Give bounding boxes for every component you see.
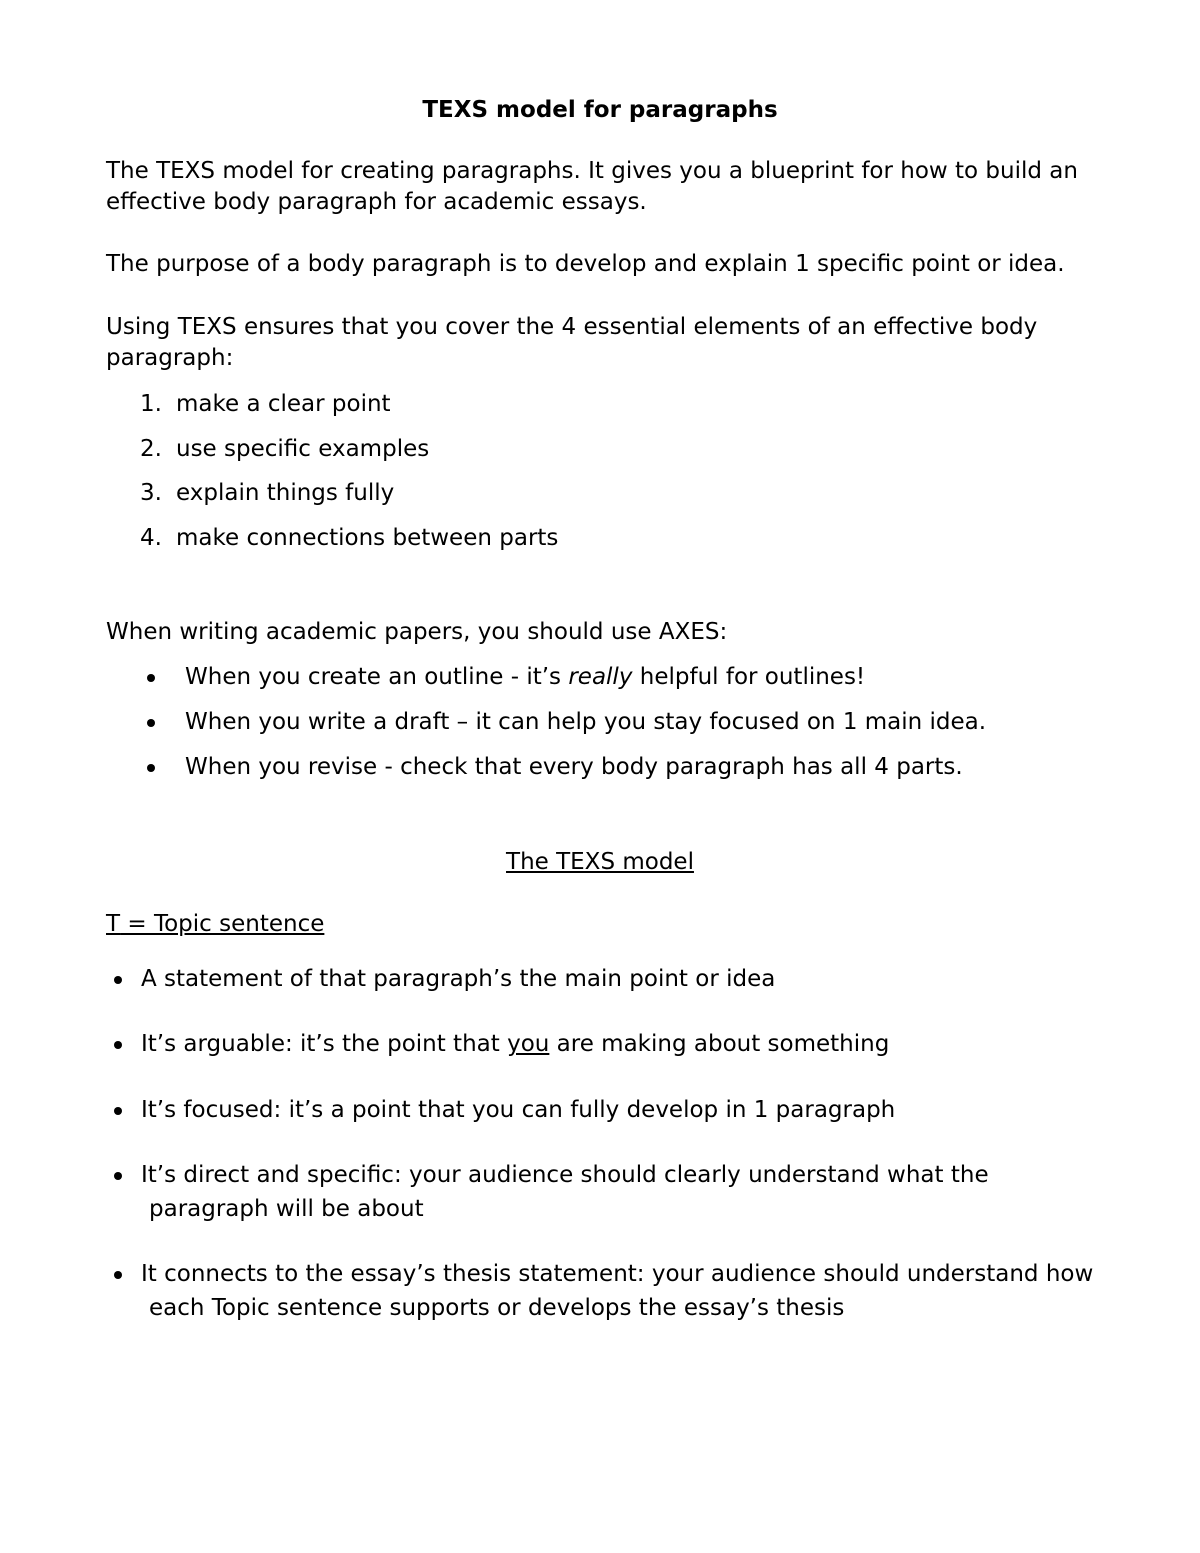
list-item-text: explain things fully <box>176 480 395 506</box>
list-item-text: When you revise - check that every body paragraph has all 4 parts. <box>185 754 963 780</box>
document-title: TEXS model for paragraphs <box>422 97 778 123</box>
list-number: 2. <box>140 436 162 462</box>
list-item-text: make a clear point <box>176 391 391 417</box>
list-item-text: It’s arguable: it’s the point that you are making about something <box>141 1031 890 1057</box>
list-item-text: It connects to the essay’s thesis statement: your audience should understand how <box>141 1261 1094 1287</box>
using-line-1: Using TEXS ensures that you cover the 4 essential elements of an effective body <box>106 314 1038 340</box>
list-item-continuation: each Topic sentence supports or develops the essay’s thesis <box>149 1295 845 1321</box>
bullet-icon <box>114 1107 122 1115</box>
list-item-text: make connections between parts <box>176 525 559 551</box>
purpose-paragraph: The purpose of a body paragraph is to develop and explain 1 specific point or idea. <box>106 251 1065 277</box>
bullet-icon <box>114 1041 122 1049</box>
bullet-icon <box>147 674 155 682</box>
list-item-text: use specific examples <box>176 436 430 462</box>
axes-intro: When writing academic papers, you should use AXES: <box>106 619 728 645</box>
topic-heading: T = Topic sentence <box>106 911 325 937</box>
list-number: 1. <box>140 391 162 417</box>
list-item-text: When you write a draft – it can help you stay focused on 1 main idea. <box>185 709 987 735</box>
list-item-continuation: paragraph will be about <box>149 1196 424 1222</box>
list-item-text: A statement of that paragraph’s the main point or idea <box>141 966 776 992</box>
intro-line-1: The TEXS model for creating paragraphs. It gives you a blueprint for how to build an <box>106 158 1078 184</box>
bullet-icon <box>114 1271 122 1279</box>
bullet-icon <box>114 1172 122 1180</box>
bullet-icon <box>114 976 122 984</box>
list-item-text: When you create an outline - it’s really helpful for outlines! <box>185 664 866 690</box>
section-heading: The TEXS model <box>506 849 694 875</box>
using-line-2: paragraph: <box>106 345 234 371</box>
list-number: 4. <box>140 525 162 551</box>
list-item-text: It’s focused: it’s a point that you can fully develop in 1 paragraph <box>141 1097 896 1123</box>
bullet-icon <box>147 764 155 772</box>
list-item-text: It’s direct and specific: your audience should clearly understand what the <box>141 1162 989 1188</box>
intro-line-2: effective body paragraph for academic essays. <box>106 189 647 215</box>
bullet-icon <box>147 719 155 727</box>
list-number: 3. <box>140 480 162 506</box>
